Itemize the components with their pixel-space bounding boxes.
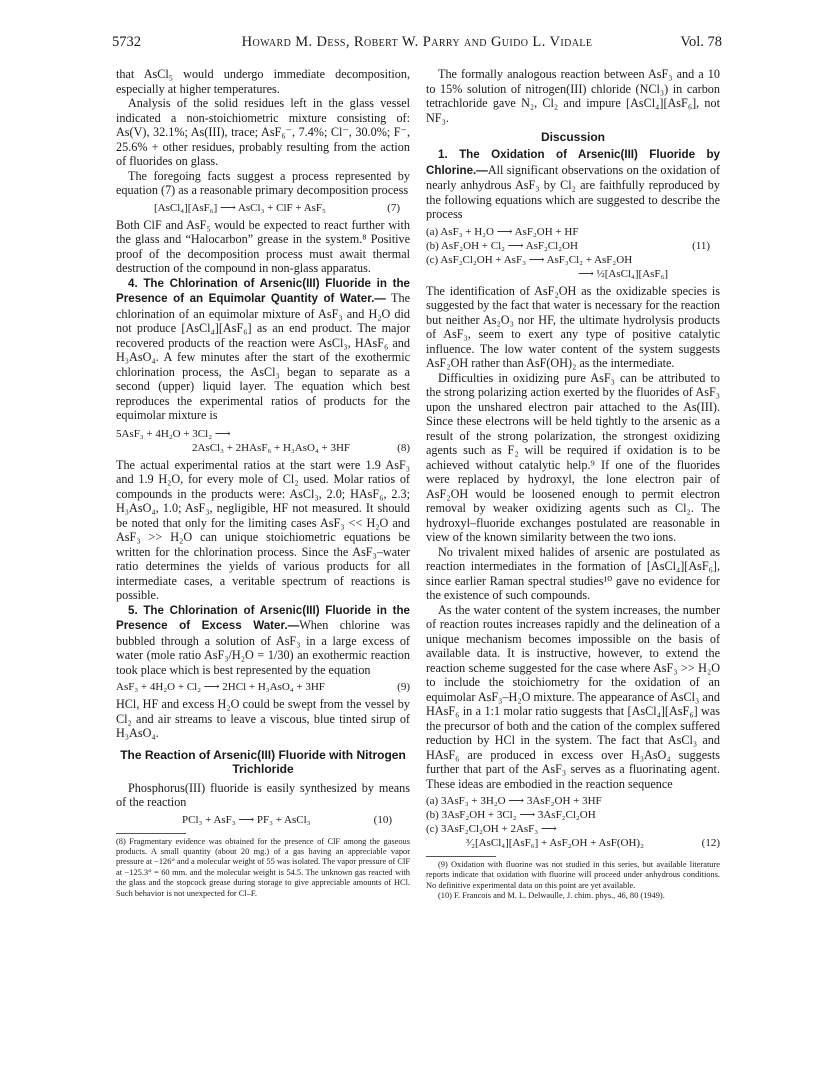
section-5 [116,603,410,678]
equation-11 [426,225,720,281]
equation-7 [116,201,410,215]
left-column [116,67,410,899]
section-title: 1. The Oxidation of Arsenic(III) Fluoride by Chlorine.— [426,148,720,177]
equation-line: ³⁄₂[AsCl₄][AsF₆] + AsF₂OH + AsF(OH)₂ [466,837,644,849]
section-text: The chlorination of an equimolar mixture of AsF₃ and H₂O did not produce [AsCl₄][AsF₆] as an end product. The major recovered products of the reaction were AsCl₃, HAsF₆ and H₃AsO₄. A few minutes after the start of the exothermic chlorination process, the AsCl₃ began to separate as a second (upper) liquid layer. The equation which best reproduces the experimental ratios of products for the equimolar mixture is [116,291,410,422]
footnotes [116,837,410,899]
equation-body: [AsCl₄][AsF₆] ⟶ AsCl₃ + ClF + AsF₅ [154,201,326,214]
equation-12 [426,794,720,850]
volume-label: Vol. 78 [680,34,722,50]
section-4 [116,276,410,423]
paragraph: HCl, HF and excess H₂O could be swept from the vessel by Cl₂ and air streams to leave a viscous, blue tinted sirup of H₃AsO₄. [116,697,410,740]
footnote-9: (9) Oxidation with fluorine was not studied in this series, but available literature reports indicate that oxidation with fluorine will proceed under anhydrous conditions. No definitive experimental data on this point are yet available. [426,860,720,890]
right-column [426,67,720,902]
equation-line: 5AsF₃ + 4H₂O + 3Cl₂ ⟶ [116,427,231,440]
paragraph: The formally analogous reaction between AsF₃ and a 10 to 15% solution of nitrogen(III) chloride (NCl₃) in carbon tetrachloride gave N₂, Cl₂ and impure [AsCl₄][AsF₆], not NF₃. [426,67,720,125]
paragraph: The identification of AsF₂OH as the oxidizable species is suggested by the fact that water is necessary for the reaction but neither As₂O₃ nor HF, the ultimate hydrolysis products of AsF₃, seem to exert any type of positive catalytic influence. The low water content of the system suggests AsF₂OH rather than AsF(OH)₂ as the intermediate. [426,283,720,370]
equation-number: (12) [701,837,720,849]
footnote-8: (8) Fragmentary evidence was obtained for the presence of ClF among the gaseous products. A small quantity (about 20 mg.) of a gas having an appreciable vapor pressure at −126° and a molecular weight of 55 was isolated. The vapor pressure of ClF at −125.3° = 60 mm. and the molecular weight is 54.5. The unknown gas reacted with the glass and the stopcock grease during storage to give appreciable amounts of HCl. Such behavior is not unexpected for Cl–F. [116,836,410,898]
equation-line: (b) AsF₂OH + Cl₂ ⟶ AsF₂Cl₂OH [426,239,578,252]
running-authors: Howard M. Dess, Robert W. Parry and Guido L. Vidale [241,34,593,50]
equation-line: ⟶ ½[AsCl₄][AsF₆] [578,267,669,280]
equation-9 [116,680,410,694]
equation-line: (a) AsF₃ + H₂O ⟶ AsF₂OH + HF [426,225,579,238]
page-number: 5732 [112,34,141,50]
paragraph: The actual experimental ratios at the start were 1.9 AsF₃ and 1.9 H₂O, for every mole of Cl₂ used. Molar ratios of compounds in the products were: AsCl₃, 2.0; HAsF₆, 2.3; H₃AsO₄, 1.0; AsF₃, negligible, HF not measured. It should be noted that only for the limiting cases AsF₃ << H₂O and AsF₃ >> H₂O can unique stoichiometric equations be written for the chlorination process. Since the AsF₃–water ratio determines the yields of various products for all intermediate cases, a veritable spectrum of reactions is possible. [116,457,410,602]
equation-body: PCl₃ + AsF₃ ⟶ PF₃ + AsCl₃ [182,813,311,826]
equation-line: (c) 3AsF₂Cl₂OH + 2AsF₃ ⟶ [426,823,557,835]
paragraph: Difficulties in oxidizing pure AsF₃ can be attributed to the strong polarizing action exerted by the fluorides of AsF₃ upon the unshared electron pair attached to the As(III). Since these electrons will be held tightly to the arsenic as a result of the strong polarization, the strongest oxidizing agents such as F₂ will be required if oxidation is to be achieved without catalytic help.⁹ If one of the fluorides were replaced by hydroxyl, the lone electron pair of AsF₂OH would be loosened enough to permit electron removal by weaker oxidizing agents such as Cl₂. The hydroxyl–fluoride exchanges postulated are reasonable in view of the known similarity between the two ions. [426,370,720,544]
paragraph: Analysis of the solid residues left in the glass vessel indicated a non-stoichiometric mixture consisting of: As(V), 32.1%; As(III), trace; AsF₆⁻, 7.4%; Cl⁻, 30.0%; F⁻, 25.6% + other residues, probably resulting from the action of fluorides on glass. [116,96,410,168]
equation-number: (9) [397,681,410,693]
section-heading: The Reaction of Arsenic(III) Fluoride with Nitrogen Trichloride [120,747,406,776]
equation-line: (c) AsF₂Cl₂OH + AsF₃ ⟶ AsF₃Cl₂ + AsF₂OH [426,253,633,266]
page-header [112,34,722,52]
paragraph: The foregoing facts suggest a process represented by equation (7) as a reasonable primary decomposition process [116,168,410,197]
footnotes [426,860,720,902]
section-text: All significant observations on the oxidation of nearly anhydrous AsF₃ by Cl₂ are faithfully reproduced by the following equations which are suggested to describe the process [426,162,720,221]
section-text: When chlorine was bubbled through a solution of AsF₃ in a large excess of water (mole ratio AsF₃/H₂O = 1/30) an exothermic reaction took place which is best represented by the equation [116,618,410,677]
paragraph: Both ClF and AsF₅ would be expected to react further with the glass and “Halocarbon” grease in the system.⁸ Positive proof of the decomposition process must await thermal destruction of the compound in non-glass apparatus. [116,217,410,275]
equation-10 [116,813,410,827]
section-title: 4. The Chlorination of Arsenic(III) Fluoride in the Presence of an Equimolar Quantity of Water.— [116,276,410,305]
equation-number: (10) [373,813,392,826]
equation-number: (7) [387,201,400,214]
equation-number: (8) [397,441,410,454]
paragraph: that AsCl₅ would undergo immediate decomposition, especially at higher temperatures. [116,67,410,96]
paragraph: No trivalent mixed halides of arsenic are postulated as reaction intermediates in the formation of [AsCl₄][AsF₆], since earlier Raman spectral studies¹⁰ gave no evidence for the existence of such compounds. [426,544,720,602]
paragraph: Phosphorus(III) fluoride is easily synthesized by means of the reaction [116,780,410,809]
footnote-rule [426,856,496,857]
equation-line: 2AsCl₃ + 2HAsF₆ + H₃AsO₄ + 3HF [192,441,351,454]
paragraph: As the water content of the system increases, the number of reaction routes increases rapidly and the delineation of a unique mechanism becomes impossible on the basis of available data. It is instructive, however, to extend the reaction scheme suggested for the case where AsF₃ >> H₂O to include the stoichiometry for the oxidation of an equimolar AsF₃–H₂O mixture. The appearance of AsCl₃ and HAsF₆ in a 1:1 molar ratio suggests that [AsCl₄][AsF₆] was the precursor of both and the cation of the complex suffered reduction by HCl in the system. The fact that AsCl₃ and HAsF₆ are produced in excess over H₃AsO₄ suggests further that part of the AsF₃ serves as a fluorinating agent. These ideas are embodied in the reaction sequence [426,602,720,791]
equation-number: (11) [692,239,710,252]
section-1 [426,147,720,222]
equation-line: (b) 3AsF₂OH + 3Cl₂ ⟶ 3AsF₂Cl₂OH [426,809,596,821]
footnote-rule [116,833,186,834]
section-title: 5. The Chlorination of Arsenic(III) Fluoride in the Presence of Excess Water.— [116,603,410,632]
footnote-10: (10) F. Francois and M. L. Delwaulle, J. chim. phys., 46, 80 (1949). [438,891,665,901]
equation-8 [116,427,410,455]
equation-body: AsF₃ + 4H₂O + Cl₂ ⟶ 2HCl + H₃AsO₄ + 3HF [116,681,325,693]
equation-line: (a) 3AsF₃ + 3H₂O ⟶ 3AsF₂OH + 3HF [426,795,602,807]
discussion-heading: Discussion [540,130,606,144]
